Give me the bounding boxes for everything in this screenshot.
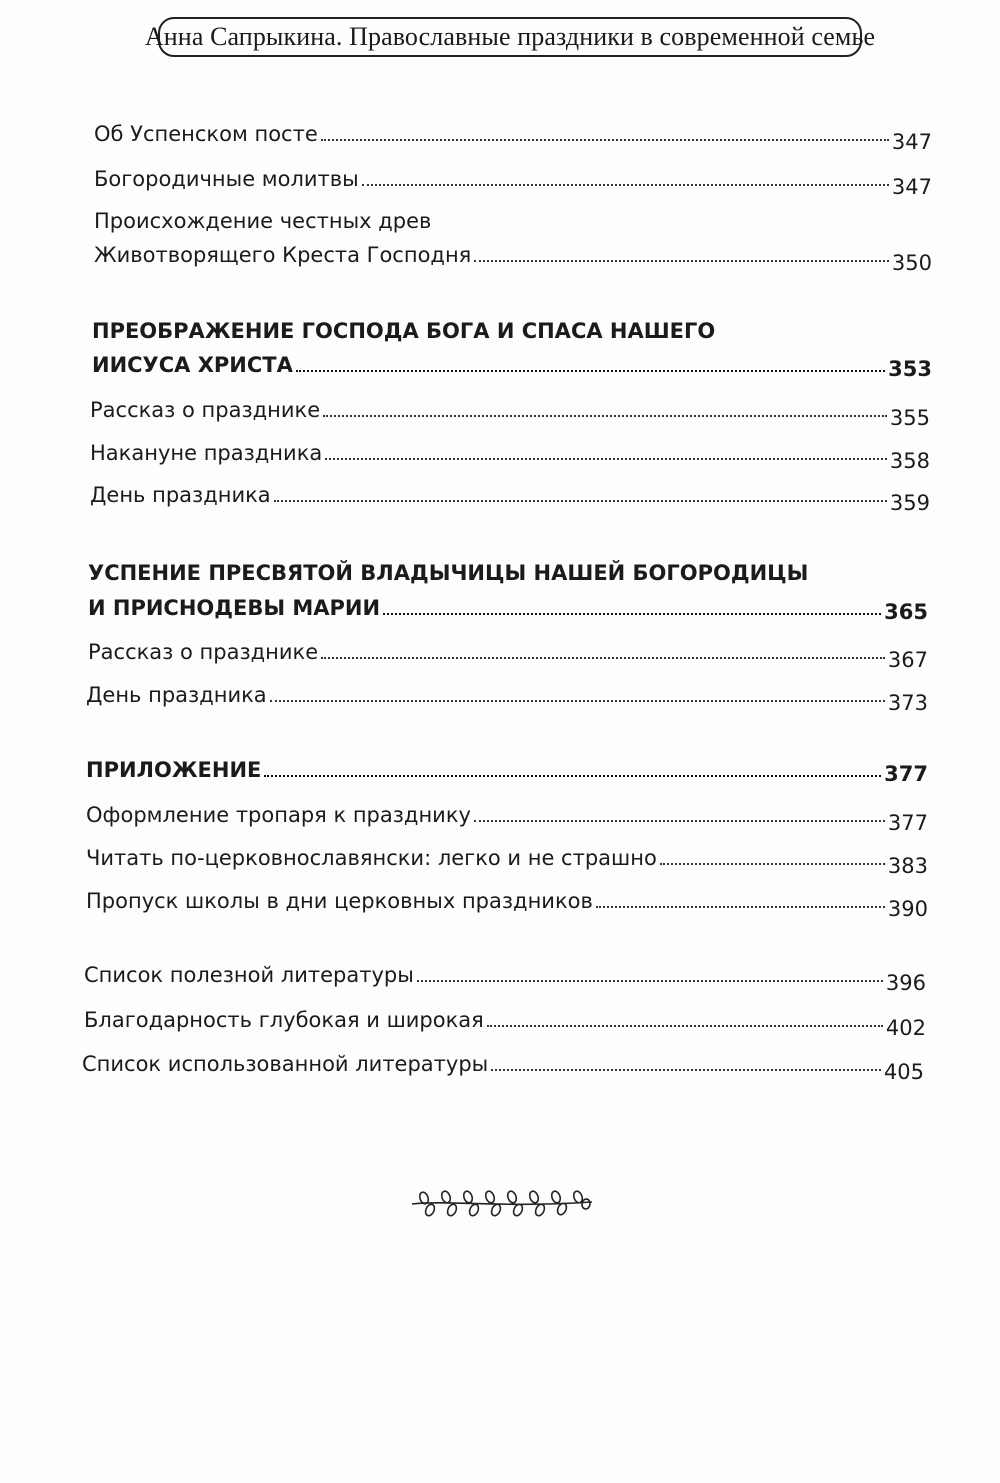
dot-leader xyxy=(660,863,885,865)
toc-entry-page: 377 xyxy=(887,811,928,835)
running-head xyxy=(144,17,876,57)
dot-leader xyxy=(323,415,887,417)
toc-entry-title: Список полезной литературы xyxy=(84,963,414,987)
toc-entry-page: 390 xyxy=(887,897,928,921)
toc-entry-title: Рассказ о празднике xyxy=(88,640,319,664)
section-title: И ПРИСНОДЕВЫ МАРИИ xyxy=(88,596,381,620)
dot-leader xyxy=(474,820,885,822)
toc-entry[interactable] xyxy=(86,682,928,715)
toc-section-entry[interactable] xyxy=(88,595,928,624)
section-title-line1: УСПЕНИЕ ПРЕСВЯТОЙ ВЛАДЫЧИЦЫ НАШЕЙ БОГОРОДИЦЫ xyxy=(88,561,809,585)
toc-entry-page: 347 xyxy=(891,130,932,154)
toc-entry[interactable] xyxy=(86,845,928,878)
dot-leader xyxy=(487,1025,883,1027)
toc-section-entry[interactable] xyxy=(92,352,932,381)
section-title: ПРИЛОЖЕНИЕ xyxy=(86,758,262,782)
toc-entry[interactable] xyxy=(94,242,932,275)
section-title: ИИСУСА ХРИСТА xyxy=(92,353,293,377)
dot-leader xyxy=(417,980,883,982)
toc-entry-title: День праздника xyxy=(90,483,271,507)
running-head-text: Анна Сапрыкина. Православные праздники в современной семье xyxy=(144,22,876,51)
toc-entry-page: 405 xyxy=(883,1060,924,1084)
dot-leader xyxy=(596,906,885,908)
toc-entry-page: 396 xyxy=(885,971,926,995)
dot-leader xyxy=(491,1069,881,1071)
toc-entry-title: Богородичные молитвы xyxy=(94,167,359,191)
toc-entry[interactable] xyxy=(84,962,926,995)
toc-entry-title: Читать по-церковнославянски: легко и не страшно xyxy=(86,846,657,870)
section-page: 365 xyxy=(884,600,928,624)
toc-entry-page: 373 xyxy=(887,691,928,715)
dot-leader xyxy=(296,370,885,372)
toc-entry[interactable] xyxy=(84,1007,926,1040)
toc-entry[interactable] xyxy=(94,121,932,154)
toc-entry-page: 383 xyxy=(887,854,928,878)
toc-entry-title: Об Успенском посте xyxy=(94,122,318,146)
toc-entry-page: 355 xyxy=(889,406,930,430)
toc-entry[interactable] xyxy=(90,440,930,473)
section-page: 377 xyxy=(884,762,928,786)
dot-leader xyxy=(321,139,889,141)
toc-entry-page: 350 xyxy=(891,251,932,275)
toc-entry-page: 402 xyxy=(885,1016,926,1040)
toc-entry[interactable] xyxy=(90,397,930,430)
toc-entry-title: Список использованной литературы xyxy=(82,1052,489,1076)
toc-entry[interactable] xyxy=(86,802,928,835)
toc-entry-page: 359 xyxy=(889,491,930,515)
toc-entry-title: Накануне праздника xyxy=(90,441,323,465)
toc-entry[interactable] xyxy=(90,482,930,515)
dot-leader xyxy=(474,260,889,262)
section-title-line1: ПРЕОБРАЖЕНИЕ ГОСПОДА БОГА И СПАСА НАШЕГО xyxy=(92,319,716,343)
toc-entry-title: Оформление тропаря к празднику xyxy=(86,803,471,827)
toc-entry-page: 367 xyxy=(887,648,928,672)
toc-entry-title: Животворящего Креста Господня xyxy=(94,243,472,267)
dot-leader xyxy=(321,657,885,659)
toc-entry-page: 358 xyxy=(889,449,930,473)
toc-entry-title-line1: Происхождение честных древ xyxy=(94,209,432,233)
toc-entry[interactable] xyxy=(88,639,928,672)
toc-entry[interactable] xyxy=(94,166,932,199)
dot-leader xyxy=(264,775,881,777)
dot-leader xyxy=(274,500,887,502)
toc-entry[interactable] xyxy=(86,888,928,921)
dot-leader xyxy=(383,613,881,615)
vine-ornament-icon xyxy=(410,1188,594,1218)
toc-entry-page: 347 xyxy=(891,175,932,199)
dot-leader xyxy=(362,184,889,186)
toc-entry[interactable] xyxy=(82,1051,924,1084)
toc-entry-title: Благодарность глубокая и широкая xyxy=(84,1008,484,1032)
dot-leader xyxy=(325,458,887,460)
section-page: 353 xyxy=(888,357,932,381)
toc-entry-title: Пропуск школы в дни церковных праздников xyxy=(86,889,593,913)
toc-entry-title: Рассказ о празднике xyxy=(90,398,321,422)
dot-leader xyxy=(270,700,885,702)
toc-section-entry[interactable] xyxy=(86,757,928,786)
toc-entry-title: День праздника xyxy=(86,683,267,707)
